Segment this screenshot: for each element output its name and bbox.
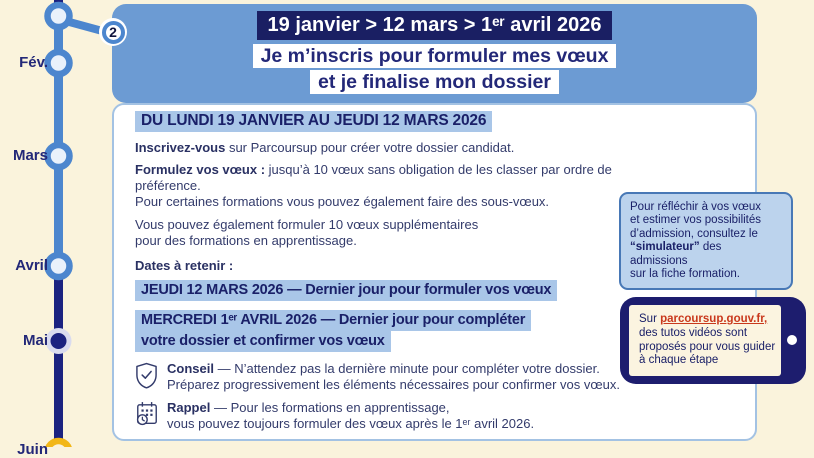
simulator-callout [619,192,793,290]
parcoursup-link[interactable]: parcoursup.gouv.fr, [660,313,768,325]
step-title-line1: Je m’inscris pour formuler mes vœux [253,44,617,68]
simulator-line1: Pour réfléchir à vos vœux [630,201,762,213]
phone-illustration [620,297,806,384]
paragraph-apprentissage-line2: pour des formations en apprentissage. [135,233,357,248]
paragraph-voeux-lead: Formulez vos vœux : [135,162,266,177]
paragraph-voeux-rest: jusqu’à 10 vœux sans obligation de les classer par ordre de préférence. [135,162,612,193]
timeline-node-mars [48,145,70,167]
tutorials-line4: à chaque étape [639,354,719,367]
rappel-row [135,400,635,433]
simulator-line3: d’admission, consultez le [630,227,758,240]
period-heading: DU LUNDI 19 JANVIER AU JEUDI 12 MARS 2026 [135,111,492,132]
header-date-range: 19 janvier > 12 mars > 1ᵉʳ avril 2026 [257,11,613,40]
key-date-1: JEUDI 12 MARS 2026 — Dernier jour pour formuler vos vœux [135,280,557,301]
paragraph-apprentissage-line1: Vous pouvez également formuler 10 vœux supplémentaires [135,217,479,232]
step-header [112,4,757,103]
rappel-text [167,400,635,433]
month-label-fev: Fév. [19,54,48,71]
conseil-label: Conseil [167,361,214,376]
month-label-juin: Juin [17,441,48,458]
key-date-2-line1: MERCREDI 1ᵉʳ AVRIL 2026 — Dernier jour pour compléter [135,310,531,331]
key-date-2-line2: votre dossier et confirmer vos vœux [135,331,391,352]
paragraph-inscription [135,140,635,156]
step-number: 2 [109,24,117,40]
shield-check-icon [135,361,167,393]
month-label-avril: Avril [15,257,48,274]
paragraph-voeux-line2: Pour certaines formations vous pouvez également faire des sous-vœux. [135,194,550,209]
paragraph-apprentissage [135,217,635,249]
month-label-mars: Mars [12,147,48,164]
tutorials-line3: proposés pour vous guider [639,340,776,353]
phone-camera-dot-icon [787,335,797,345]
tutorials-line2: des tutos vidéos sont [639,326,748,339]
step-title [112,44,757,96]
rappel-line2: vous pouvez toujours formuler des vœux après le 1ᵉʳ avril 2026. [167,416,535,431]
dates-to-remember-label: Dates à retenir : [135,258,234,273]
paragraph-inscription-rest: sur Parcoursup pour créer votre dossier candidat. [225,140,515,155]
step-number-badge [99,18,127,46]
simulator-line5: sur la fiche formation. [630,268,740,281]
key-date-2 [135,310,635,352]
conseil-row [135,361,635,393]
paragraph-voeux [135,162,635,210]
timeline-node-mai [51,333,67,349]
timeline-node-janv [48,5,70,27]
month-label-mai: Mai [22,332,48,349]
tutorials-pre-text: Sur [639,313,661,325]
rappel-line1: — Pour les formations en apprentissage, [210,400,450,415]
step-number-ring [102,21,125,44]
step-title-line2: et je finalise mon dossier [310,70,559,94]
timeline-node-fev [48,52,70,74]
phone-screen [629,305,781,376]
timeline-node-juin [48,441,70,447]
timeline-node-avril [48,255,70,277]
conseil-line2: Préparez progressivement les éléments nécessaires pour confirmer vos vœux. [167,377,621,392]
conseil-line1: — N’attendez pas la dernière minute pour compléter votre dossier. [213,361,600,376]
calendar-clock-icon [135,400,167,433]
conseil-text [167,361,635,393]
rappel-label: Rappel [167,400,211,415]
simulator-line2: et estimer vos possibilités [630,214,762,227]
simulator-line4-rest: des admissions [630,241,722,267]
paragraph-inscription-lead: Inscrivez-vous [135,140,226,155]
simulator-bold-term: “simulateur” [630,241,700,254]
